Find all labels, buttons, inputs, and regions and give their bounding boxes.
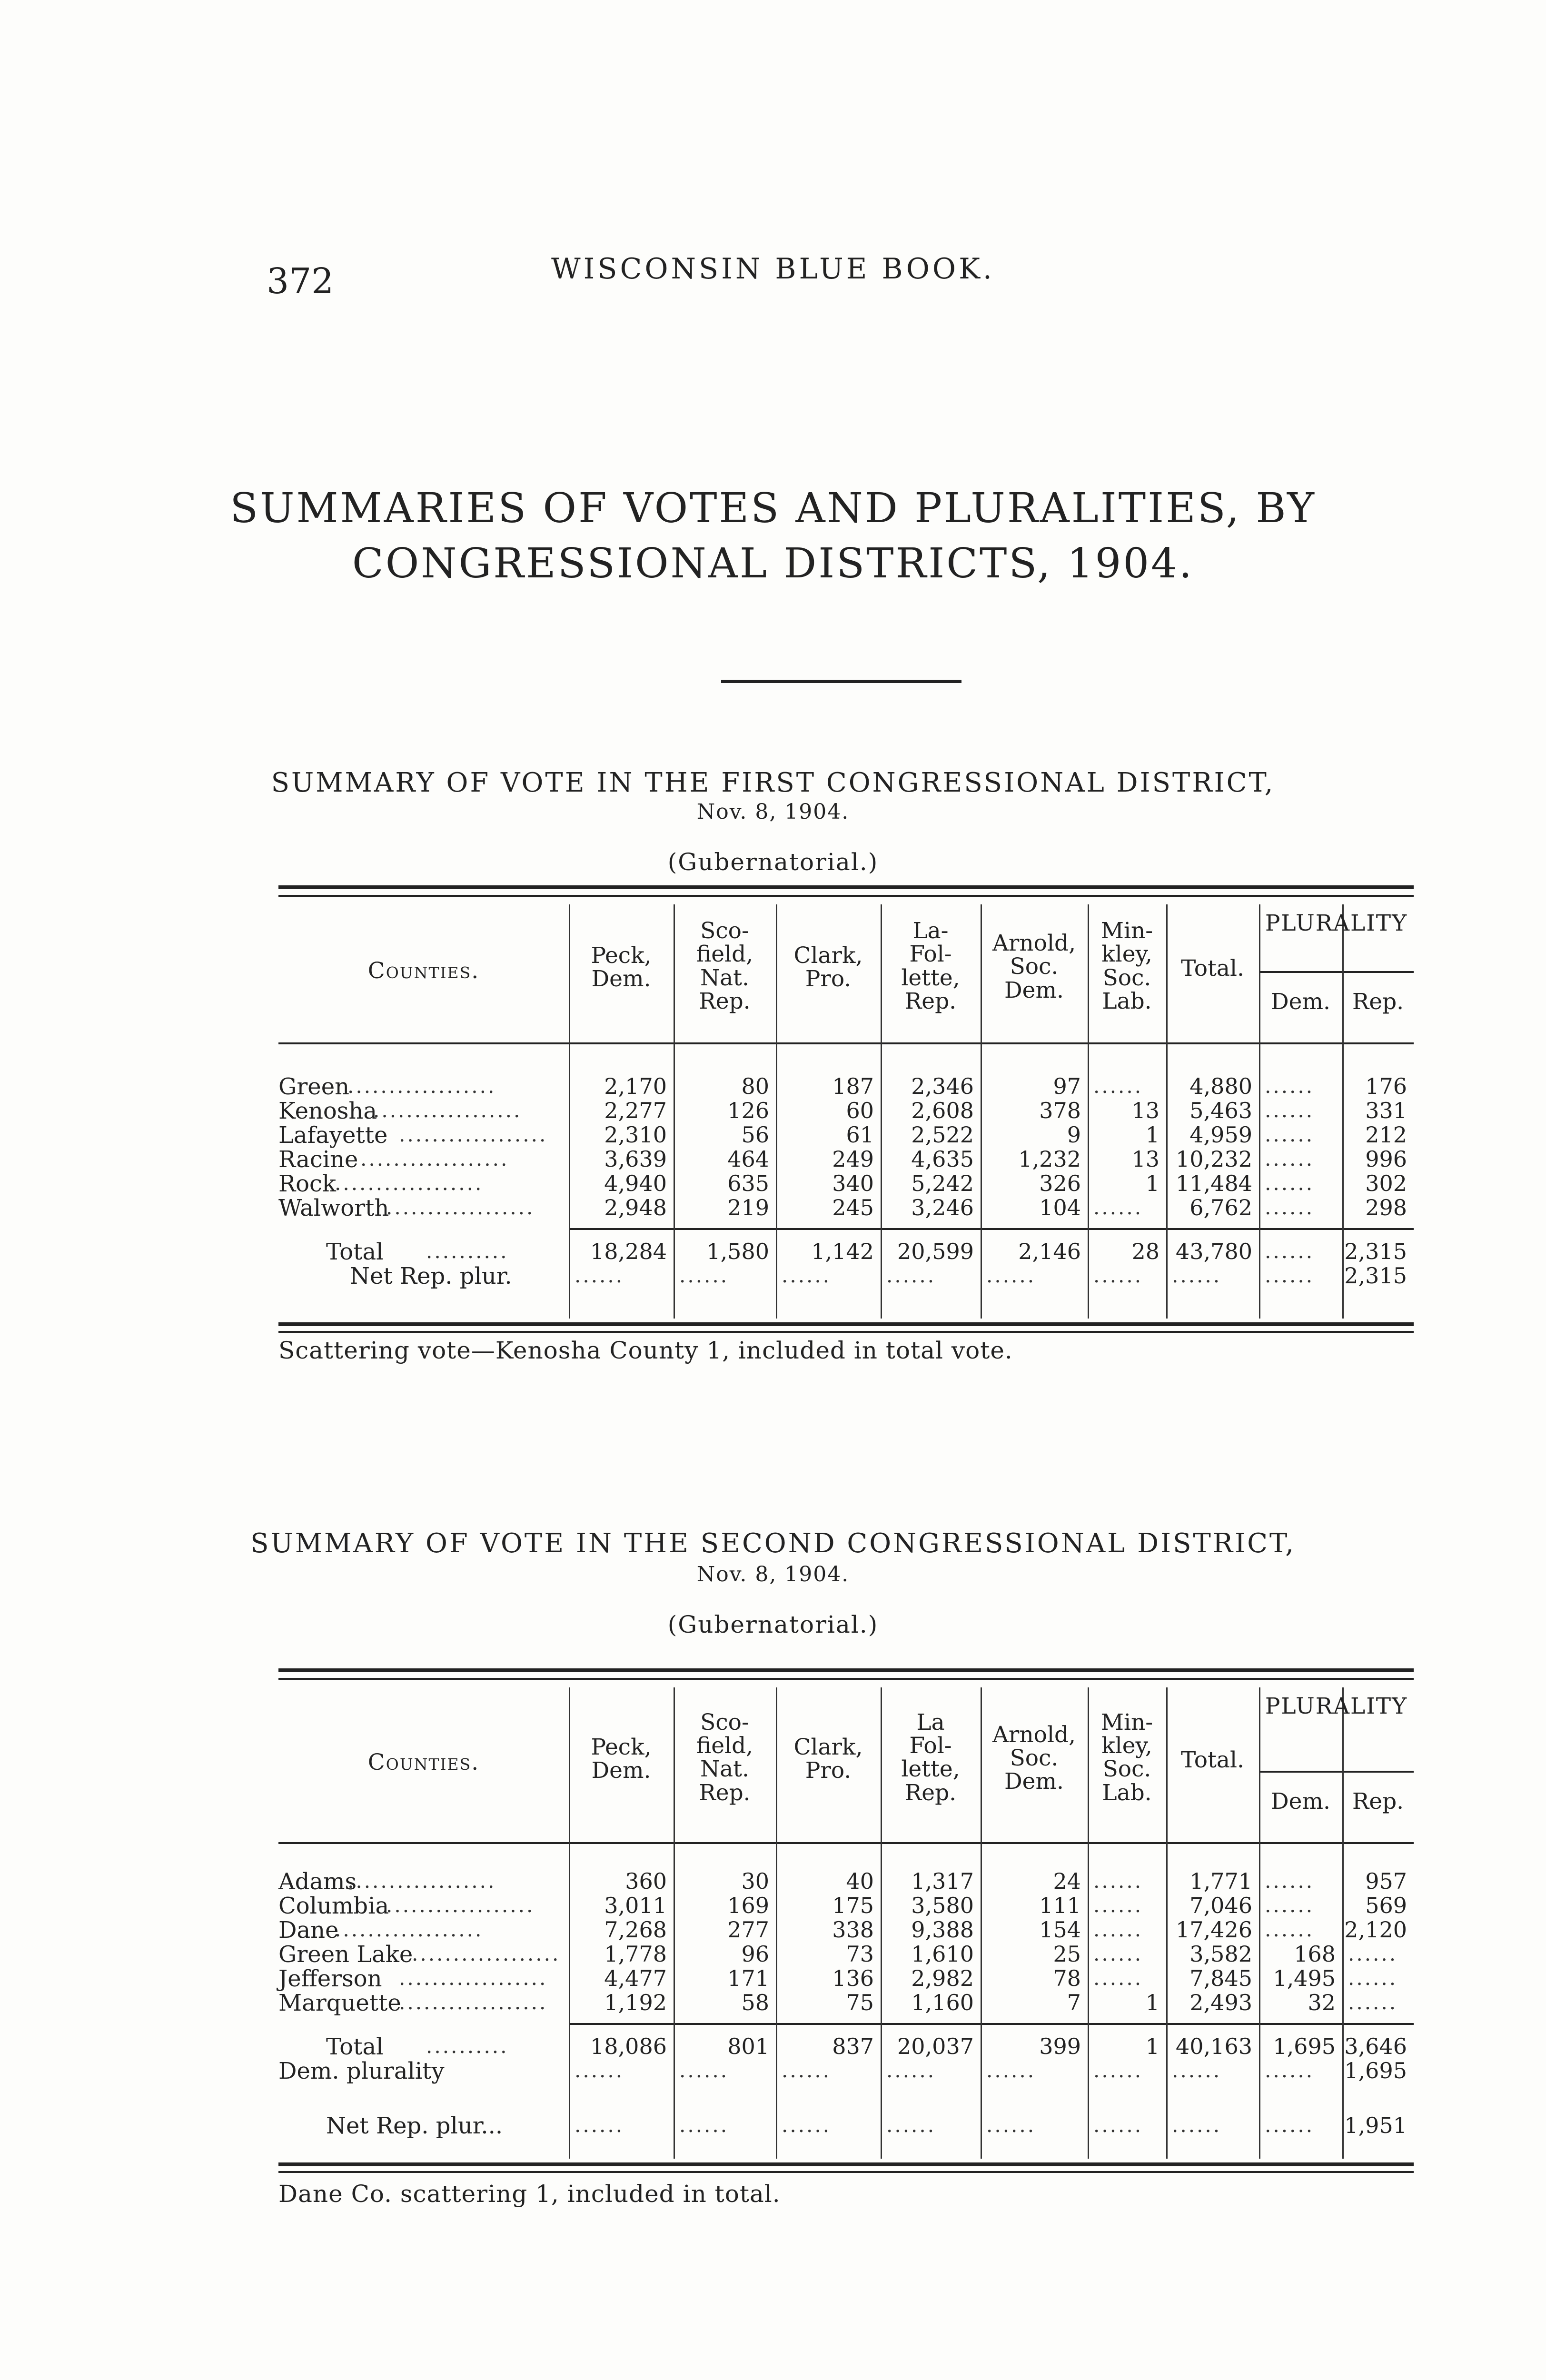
first-district-footnote: Scattering vote—Kenosha County 1, included in total vote. [278, 1337, 1013, 1364]
leader-dots: .................. [386, 1196, 535, 1219]
main-title [0, 481, 1546, 591]
plurality-subrule [1259, 971, 1414, 973]
cell-total: 7,046 [1189, 1893, 1252, 1918]
header-rep: Rep. [1352, 1788, 1404, 1815]
county-name: Rock [278, 1170, 337, 1197]
leader-dots: .................. [399, 1966, 548, 1990]
header-plurality: PLURALITY [1265, 1693, 1408, 1719]
cell-minkley: 1 [1145, 1170, 1160, 1196]
header-minkley-line: kley, [1101, 941, 1152, 968]
empty-dots: ...... [1265, 1196, 1315, 1219]
cell-lafollette: 2,522 [911, 1122, 974, 1148]
cell-minkley: 1 [1145, 1122, 1160, 1148]
cell-clark: 61 [846, 1122, 874, 1148]
header-lafollette-line: Fol- [909, 1732, 952, 1759]
header-peck-line: Peck, [591, 942, 652, 969]
cell-rep: 569 [1365, 1893, 1407, 1918]
main-title-line-2: CONGRESSIONAL DISTRICTS, 1904. [352, 540, 1194, 588]
header-arnold [981, 1723, 1088, 1794]
plur_row-label: Dem. plurality [278, 2058, 445, 2084]
header-clark [776, 1735, 881, 1783]
cell-peck: 2,948 [604, 1195, 667, 1220]
second-district-title: SUMMARY OF VOTE IN THE SECOND CONGRESSIONAL DISTRICT, [250, 1528, 1296, 1559]
cell-total: 17,426 [1176, 1917, 1252, 1943]
county-name: Marquette [278, 1990, 401, 2016]
header-lafollette-line: lette, [901, 1756, 960, 1783]
header-lafollette [881, 919, 981, 1013]
header-total: Total. [1181, 955, 1244, 982]
cell-lafollette: 4,635 [911, 1146, 974, 1172]
top-rule-inner [278, 895, 1414, 897]
cell-total: 11,484 [1176, 1170, 1252, 1196]
column-divider [1259, 904, 1260, 1319]
empty-dots: ...... [782, 2113, 832, 2137]
cell-lafollette: 1,160 [911, 1990, 974, 2015]
cell-arnold: 154 [1039, 1917, 1081, 1943]
first-district-table [278, 885, 1414, 1333]
header-clark-line: Clark, [793, 1734, 863, 1760]
cell-arnold: 25 [1053, 1941, 1081, 1967]
cell-clark: 75 [846, 1990, 874, 2015]
empty-dots: ...... [1265, 1264, 1315, 1287]
empty-dots: ...... [1093, 1942, 1143, 1965]
county-name: Dane [278, 1917, 339, 1944]
header-minkley-line: kley, [1101, 1732, 1152, 1759]
header-dem: Dem. [1270, 1788, 1330, 1815]
header-peck-line: Dem. [591, 966, 651, 992]
empty-dots: ...... [886, 2059, 936, 2082]
cell-peck: 1,778 [604, 1941, 667, 1967]
empty-dots: ...... [575, 1264, 624, 1287]
header-peck [569, 944, 674, 991]
header-scofield-line: Nat. [700, 964, 749, 991]
cell-dem: 1,495 [1273, 1965, 1336, 1991]
leader-dots: .................. [335, 1918, 484, 1941]
cell-total: 6,762 [1189, 1195, 1252, 1220]
cell-rep: 957 [1365, 1868, 1407, 1894]
county-name: Columbia [278, 1893, 389, 1919]
empty-dots: ...... [575, 2059, 624, 2082]
top-rule [278, 1668, 1414, 1672]
cell-clark: 340 [832, 1170, 874, 1196]
empty-dots: ...... [1093, 1894, 1143, 1917]
empty-dots: ...... [1093, 1074, 1143, 1098]
cell-clark: 249 [832, 1146, 874, 1172]
empty-dots: ...... [679, 2113, 729, 2137]
cell-scofield: 126 [727, 1098, 769, 1123]
county-name: Walworth [278, 1195, 389, 1221]
header-total: Total. [1181, 1746, 1244, 1773]
empty-dots: ...... [782, 2059, 832, 2082]
header-peck-line: Peck, [591, 1734, 652, 1760]
cell-clark: 73 [846, 1941, 874, 1967]
net_row-rep: 1,951 [1344, 2112, 1407, 2138]
header-minkley-line: Soc. [1102, 1756, 1151, 1783]
empty-dots: ...... [1093, 1196, 1143, 1219]
total-arnold: 399 [1039, 2033, 1081, 2059]
empty-dots: ...... [1093, 2059, 1143, 2082]
total-lafollette: 20,037 [897, 2033, 974, 2059]
header-arnold-line: Soc. [1010, 953, 1059, 980]
cell-scofield: 96 [741, 1941, 769, 1967]
cell-total: 1,771 [1189, 1868, 1252, 1894]
empty-dots: ...... [1348, 1966, 1398, 1990]
cell-scofield: 56 [741, 1122, 769, 1148]
header-scofield-line: field, [696, 941, 753, 968]
cell-clark: 60 [846, 1098, 874, 1123]
county-name: Green Lake [278, 1941, 413, 1968]
header-scofield-line: Nat. [700, 1756, 749, 1783]
leader-dots: .................. [347, 1074, 496, 1098]
cell-total: 4,880 [1189, 1073, 1252, 1099]
empty-dots: ...... [1265, 1074, 1315, 1098]
cell-arnold: 1,232 [1018, 1146, 1081, 1172]
header-scofield-line: Rep. [699, 988, 751, 1015]
bottom-rule-inner [278, 2162, 1414, 2166]
header-counties: Counties. [367, 958, 480, 984]
empty-dots: ...... [679, 1264, 729, 1287]
header-rule [278, 1842, 1414, 1844]
header-scofield [674, 919, 776, 1013]
total-rule [569, 2023, 1414, 2025]
header-arnold-line: Arnold, [992, 930, 1076, 956]
empty-dots: ...... [1172, 2113, 1222, 2137]
header-arnold-line: Dem. [1004, 977, 1064, 1003]
cell-scofield: 219 [727, 1195, 769, 1220]
cell-lafollette: 9,388 [911, 1917, 974, 1943]
cell-minkley: 1 [1145, 1990, 1160, 2015]
top-rule [278, 885, 1414, 889]
total-total: 40,163 [1176, 2033, 1252, 2059]
empty-dots: ...... [886, 1264, 936, 1287]
header-lafollette-line: Fol- [909, 941, 952, 968]
header-clark-line: Pro. [805, 1757, 852, 1784]
cell-scofield: 80 [741, 1073, 769, 1099]
header-scofield [674, 1711, 776, 1805]
total-dem: 1,695 [1273, 2033, 1336, 2059]
cell-scofield: 30 [741, 1868, 769, 1894]
empty-dots: ...... [1093, 1966, 1143, 1990]
empty-dots: ...... [575, 2113, 624, 2137]
cell-rep: 2,120 [1344, 1917, 1407, 1943]
total-clark: 837 [832, 2033, 874, 2059]
header-minkley-line: Min- [1100, 1709, 1153, 1735]
cell-peck: 2,310 [604, 1122, 667, 1148]
header-lafollette-line: Rep. [904, 1779, 957, 1806]
empty-dots: ...... [679, 2059, 729, 2082]
county-name: Racine [278, 1146, 358, 1173]
header-minkley-line: Min- [1100, 918, 1153, 944]
county-name: Kenosha [278, 1098, 377, 1124]
header-peck [569, 1735, 674, 1783]
cell-clark: 187 [832, 1073, 874, 1099]
cell-arnold: 9 [1067, 1122, 1081, 1148]
leader-dots: .......... [426, 2034, 509, 2058]
total-total: 43,780 [1176, 1239, 1252, 1264]
cell-rep: 996 [1365, 1146, 1407, 1172]
header-lafollette-line: lette, [901, 964, 960, 991]
leader-dots: .................. [412, 1942, 561, 1965]
cell-peck: 3,639 [604, 1146, 667, 1172]
empty-dots: ...... [1265, 1099, 1315, 1122]
header-arnold-line: Soc. [1010, 1745, 1059, 1771]
second-district-table [278, 1668, 1414, 2173]
empty-dots: ...... [1172, 1264, 1222, 1287]
first-district-date: Nov. 8, 1904. [696, 800, 850, 824]
header-arnold-line: Arnold, [992, 1721, 1076, 1748]
header-lafollette-line: La- [912, 918, 949, 944]
cell-lafollette: 3,580 [911, 1893, 974, 1918]
cell-peck: 3,011 [604, 1893, 667, 1918]
header-clark [776, 944, 881, 991]
cell-arnold: 24 [1053, 1868, 1081, 1894]
plur_row-label: Net Rep. plur. [350, 1263, 512, 1289]
total-peck: 18,086 [590, 2033, 667, 2059]
cell-peck: 4,940 [604, 1170, 667, 1196]
column-divider [1259, 1687, 1260, 2159]
first-district-title: SUMMARY OF VOTE IN THE FIRST CONGRESSIONAL DISTRICT, [271, 767, 1275, 798]
empty-dots: ...... [1265, 1869, 1315, 1893]
cell-scofield: 464 [727, 1146, 769, 1172]
cell-arnold: 111 [1039, 1893, 1081, 1918]
cell-rep: 212 [1365, 1122, 1407, 1148]
cell-minkley: 13 [1131, 1098, 1160, 1123]
county-name: Jefferson [278, 1965, 382, 1992]
cell-dem: 32 [1308, 1990, 1336, 2015]
first-district-note: (Gubernatorial.) [667, 848, 879, 876]
bottom-rule-inner [278, 1322, 1414, 1326]
net_row-label: Net Rep. plur... [326, 2112, 503, 2139]
cell-clark: 40 [846, 1868, 874, 1894]
cell-rep: 176 [1365, 1073, 1407, 1099]
total-peck: 18,284 [590, 1239, 667, 1264]
header-counties: Counties. [367, 1749, 480, 1775]
running-head: WISCONSIN BLUE BOOK. [551, 252, 995, 286]
cell-rep: 302 [1365, 1170, 1407, 1196]
cell-scofield: 169 [727, 1893, 769, 1918]
cell-total: 3,582 [1189, 1941, 1252, 1967]
header-scofield-line: Rep. [699, 1779, 751, 1806]
empty-dots: ...... [1093, 1918, 1143, 1941]
empty-dots: ...... [1348, 1942, 1398, 1965]
cell-lafollette: 5,242 [911, 1170, 974, 1196]
empty-dots: ...... [986, 2113, 1036, 2137]
header-peck-line: Dem. [591, 1757, 651, 1784]
cell-scofield: 635 [727, 1170, 769, 1196]
total-rep: 2,315 [1344, 1239, 1407, 1264]
second-district-footnote: Dane Co. scattering 1, included in total. [278, 2180, 781, 2208]
cell-lafollette: 2,982 [911, 1965, 974, 1991]
cell-arnold: 7 [1067, 1990, 1081, 2015]
empty-dots: ...... [1265, 1894, 1315, 1917]
header-lafollette [881, 1711, 981, 1805]
header-scofield-line: Sco- [700, 918, 749, 944]
header-lafollette-line: Rep. [904, 988, 957, 1015]
cell-dem: 168 [1294, 1941, 1336, 1967]
plur_row-rep: 1,695 [1344, 2058, 1407, 2083]
total-rule [569, 1228, 1414, 1230]
header-minkley [1088, 919, 1166, 1013]
empty-dots: ...... [1265, 1123, 1315, 1146]
main-title-line-1: SUMMARIES OF VOTES AND PLURALITIES, BY [230, 485, 1316, 532]
cell-total: 4,959 [1189, 1122, 1252, 1148]
empty-dots: ...... [1093, 2113, 1143, 2137]
leader-dots: .......... [426, 1240, 509, 1263]
cell-clark: 136 [832, 1965, 874, 1991]
empty-dots: ...... [1265, 1918, 1315, 1941]
cell-total: 10,232 [1176, 1146, 1252, 1172]
page-number: 372 [267, 261, 334, 302]
header-plurality: PLURALITY [1265, 910, 1408, 936]
total-scofield: 1,580 [706, 1239, 769, 1264]
empty-dots: ...... [782, 1264, 832, 1287]
cell-arnold: 326 [1039, 1170, 1081, 1196]
cell-lafollette: 1,610 [911, 1941, 974, 1967]
second-district-note: (Gubernatorial.) [667, 1611, 879, 1638]
header-clark-line: Pro. [805, 966, 852, 992]
header-minkley-line: Soc. [1102, 964, 1151, 991]
empty-dots: ...... [986, 2059, 1036, 2082]
empty-dots: ...... [1265, 1147, 1315, 1170]
total-scofield: 801 [727, 2033, 769, 2059]
empty-dots: ...... [1265, 1240, 1315, 1263]
cell-peck: 2,277 [604, 1098, 667, 1123]
cell-arnold: 78 [1053, 1965, 1081, 1991]
total-rep: 3,646 [1344, 2033, 1407, 2059]
leader-dots: .................. [335, 1171, 484, 1195]
total-label: Total [326, 1239, 384, 1265]
header-minkley [1088, 1711, 1166, 1805]
title-rule [721, 680, 961, 683]
cell-peck: 4,477 [604, 1965, 667, 1991]
cell-peck: 1,192 [604, 1990, 667, 2015]
cell-total: 5,463 [1189, 1098, 1252, 1123]
total-arnold: 2,146 [1018, 1239, 1081, 1264]
empty-dots: ...... [1348, 1991, 1398, 2014]
cell-total: 2,493 [1189, 1990, 1252, 2015]
cell-peck: 2,170 [604, 1073, 667, 1099]
empty-dots: ...... [986, 1264, 1036, 1287]
cell-total: 7,845 [1189, 1965, 1252, 1991]
cell-lafollette: 3,246 [911, 1195, 974, 1220]
header-lafollette-line: La [916, 1709, 945, 1735]
cell-lafollette: 1,317 [911, 1868, 974, 1894]
cell-clark: 175 [832, 1893, 874, 1918]
header-scofield-line: Sco- [700, 1709, 749, 1735]
cell-clark: 245 [832, 1195, 874, 1220]
leader-dots: .................. [399, 1991, 548, 2014]
cell-scofield: 171 [727, 1965, 769, 1991]
header-rep: Rep. [1352, 989, 1404, 1015]
empty-dots: ...... [1265, 2059, 1315, 2082]
empty-dots: ...... [1172, 2059, 1222, 2082]
empty-dots: ...... [1093, 1264, 1143, 1287]
county-name: Green [278, 1073, 350, 1100]
header-clark-line: Clark, [793, 942, 863, 969]
plurality-subrule [1259, 1771, 1414, 1773]
cell-lafollette: 2,608 [911, 1098, 974, 1123]
total-clark: 1,142 [811, 1239, 874, 1264]
header-dem: Dem. [1270, 989, 1330, 1015]
cell-scofield: 58 [741, 1990, 769, 2015]
county-name: Adams [278, 1868, 357, 1895]
cell-peck: 7,268 [604, 1917, 667, 1943]
header-rule [278, 1042, 1414, 1044]
header-arnold [981, 932, 1088, 1002]
bottom-rule [278, 1331, 1414, 1333]
cell-rep: 331 [1365, 1098, 1407, 1123]
cell-lafollette: 2,346 [911, 1073, 974, 1099]
county-name: Lafayette [278, 1122, 388, 1149]
total-minkley: 1 [1145, 2033, 1160, 2059]
total-minkley: 28 [1131, 1239, 1160, 1264]
empty-dots: ...... [1265, 2113, 1315, 2137]
cell-scofield: 277 [727, 1917, 769, 1943]
cell-arnold: 104 [1039, 1195, 1081, 1220]
leader-dots: .................. [347, 1869, 496, 1893]
total-label: Total [326, 2033, 384, 2060]
leader-dots: .................. [386, 1894, 535, 1917]
bottom-rule [278, 2171, 1414, 2173]
empty-dots: ...... [1093, 1869, 1143, 1893]
cell-arnold: 378 [1039, 1098, 1081, 1123]
cell-clark: 338 [832, 1917, 874, 1943]
total-lafollette: 20,599 [897, 1239, 974, 1264]
leader-dots: .................. [399, 1123, 548, 1146]
cell-arnold: 97 [1053, 1073, 1081, 1099]
empty-dots: ...... [1265, 1171, 1315, 1195]
leader-dots: .................. [373, 1099, 522, 1122]
header-minkley-line: Lab. [1102, 1779, 1152, 1806]
header-arnold-line: Dem. [1004, 1768, 1064, 1795]
top-rule-inner [278, 1678, 1414, 1680]
cell-rep: 298 [1365, 1195, 1407, 1220]
header-scofield-line: field, [696, 1732, 753, 1759]
second-district-date: Nov. 8, 1904. [696, 1562, 850, 1587]
leader-dots: .................. [360, 1147, 509, 1170]
empty-dots: ...... [886, 2113, 936, 2137]
cell-minkley: 13 [1131, 1146, 1160, 1172]
cell-peck: 360 [625, 1868, 667, 1894]
plur_row-rep: 2,315 [1344, 1263, 1407, 1289]
header-minkley-line: Lab. [1102, 988, 1152, 1015]
